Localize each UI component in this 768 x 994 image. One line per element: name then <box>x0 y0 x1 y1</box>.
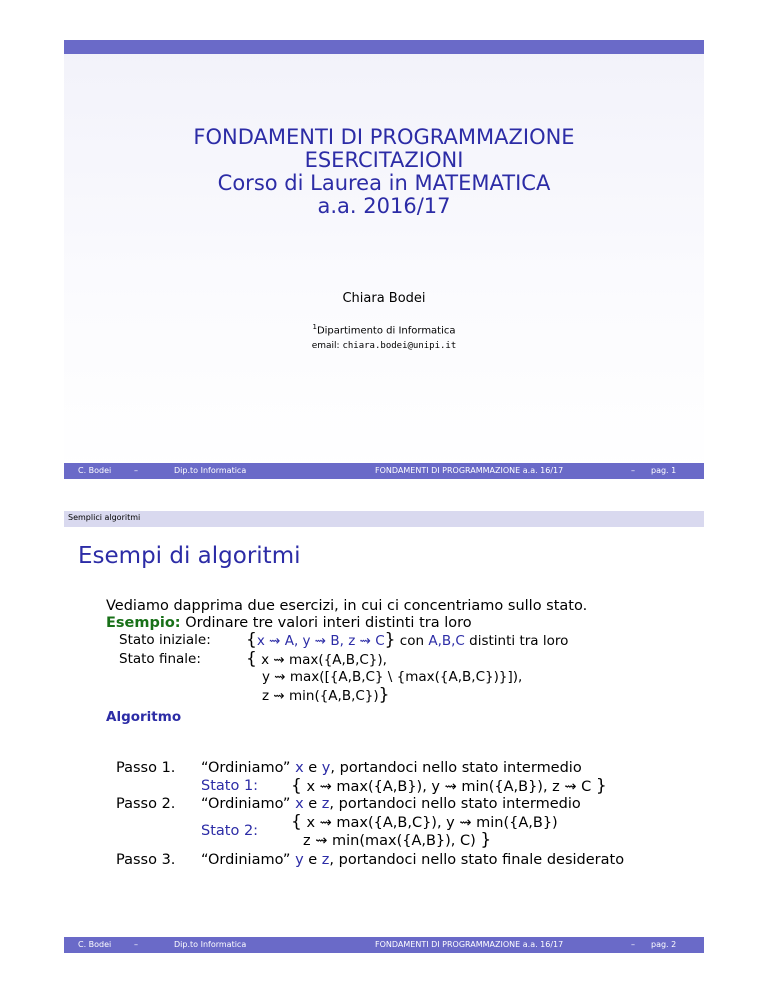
title-line: FONDAMENTI DI PROGRAMMAZIONE <box>193 125 575 149</box>
footer-dept: Dip.to Informatica <box>174 940 247 949</box>
title-line: Corso di Laurea in MATEMATICA <box>217 171 551 195</box>
step-1-label: Passo 1. <box>116 760 176 776</box>
author-name: Chiara Bodei <box>342 291 426 306</box>
title-line: ESERCITAZIONI <box>304 148 464 172</box>
step-1-text <box>201 760 582 777</box>
ordiniamo-word: “Ordiniamo” <box>201 796 291 812</box>
footer-bar <box>64 463 704 479</box>
step-2-label: Passo 2. <box>116 796 176 812</box>
email-address: chiara.bodei@unipi.it <box>342 341 457 351</box>
stato-2-set-b: z ⇝ min(max({A,B}), C) <box>303 833 476 849</box>
var-y: y <box>321 760 331 776</box>
var-z: z <box>321 852 330 868</box>
var-z: z <box>321 796 330 812</box>
final-state-y: y ⇝ max([{A,B,C} \ {max({A,B,C})}]), <box>262 669 523 685</box>
example-text: Ordinare tre valori interi distinti tra loro <box>185 615 472 631</box>
email-label: email: <box>311 341 340 351</box>
final-state-line-1: { x ⇝ max({A,B,C}), <box>246 649 387 669</box>
frame-title: Esempi di algoritmi <box>78 543 301 569</box>
step-desc: , portandoci nello stato intermedio <box>330 760 582 776</box>
footer-dash: – <box>134 940 138 949</box>
institution-name: Dipartimento di Informatica <box>316 325 456 337</box>
content-slide <box>64 511 704 953</box>
intro-text: Vediamo dapprima due esercizi, in cui ci concentriamo sullo stato. <box>106 598 588 614</box>
con-word: con <box>399 633 425 649</box>
stato-2-line-1: { x ⇝ max({A,B,C}), y ⇝ min({A,B}) <box>291 812 558 832</box>
step-3-text <box>201 852 624 869</box>
final-state-label: Stato finale: <box>119 651 201 667</box>
stato-1-label: Stato 1: <box>201 778 259 794</box>
step-desc: , portandoci nello stato intermedio <box>329 796 581 812</box>
var-x: x <box>295 796 304 812</box>
var-x: x <box>295 760 304 776</box>
footer-dash: – <box>134 466 138 475</box>
footer-page: pag. 2 <box>651 940 677 949</box>
and-word: e <box>308 760 318 776</box>
var-y: y <box>295 852 304 868</box>
initial-state-label: Stato iniziale: <box>119 632 211 648</box>
section-title: Semplici algoritmi <box>68 513 141 522</box>
step-2-text <box>201 796 581 813</box>
footer-bar <box>64 937 704 953</box>
footer-author: C. Bodei <box>78 466 112 475</box>
and-word: e <box>308 796 318 812</box>
stato-2-label: Stato 2: <box>201 823 259 839</box>
algorithm-heading: Algoritmo <box>106 709 182 725</box>
footer-page: pag. 1 <box>651 466 677 475</box>
example-line <box>106 615 472 632</box>
example-label: Esempio: <box>106 615 181 631</box>
initial-state-set: x ⇝ A, y ⇝ B, z ⇝ C <box>256 633 385 649</box>
institution-marker: 1 <box>312 323 317 331</box>
distinct-text: distinti tra loro <box>469 633 569 649</box>
final-state-x: x ⇝ max({A,B,C}), <box>261 652 387 668</box>
section-bar <box>64 511 704 527</box>
header-bar <box>64 40 704 54</box>
abc-values: A,B,C <box>428 633 465 649</box>
footer-course: FONDAMENTI DI PROGRAMMAZIONE a.a. 16/17 <box>375 940 564 949</box>
stato-2-set-a: x ⇝ max({A,B,C}), y ⇝ min({A,B}) <box>306 815 558 831</box>
presentation-title <box>64 126 704 218</box>
ordiniamo-word: “Ordiniamo” <box>201 852 291 868</box>
footer-course: FONDAMENTI DI PROGRAMMAZIONE a.a. 16/17 <box>375 466 564 475</box>
step-3-label: Passo 3. <box>116 852 176 868</box>
stato-2-line-2: z ⇝ min(max({A,B}), C) } <box>303 830 492 850</box>
stato-1-set: x ⇝ max({A,B}), y ⇝ min({A,B}), z ⇝ C <box>306 779 592 795</box>
title-slide <box>64 40 704 479</box>
footer-dash: – <box>631 940 635 949</box>
initial-state: {x ⇝ A, y ⇝ B, z ⇝ C} con A,B,C distinti tra loro <box>246 630 569 650</box>
email-line <box>64 341 704 351</box>
title-line: a.a. 2016/17 <box>317 194 451 218</box>
step-desc: , portandoci nello stato finale desiderato <box>329 852 625 868</box>
ordiniamo-word: “Ordiniamo” <box>201 760 291 776</box>
and-word: e <box>308 852 318 868</box>
footer-author: C. Bodei <box>78 940 112 949</box>
footer-dash: – <box>631 466 635 475</box>
final-state-line-3: z ⇝ min({A,B,C})} <box>262 685 390 705</box>
final-state-z: z ⇝ min({A,B,C}) <box>262 688 379 704</box>
stato-1: { x ⇝ max({A,B}), y ⇝ min({A,B}), z ⇝ C } <box>291 776 607 796</box>
institution <box>64 323 704 336</box>
footer-dept: Dip.to Informatica <box>174 466 247 475</box>
